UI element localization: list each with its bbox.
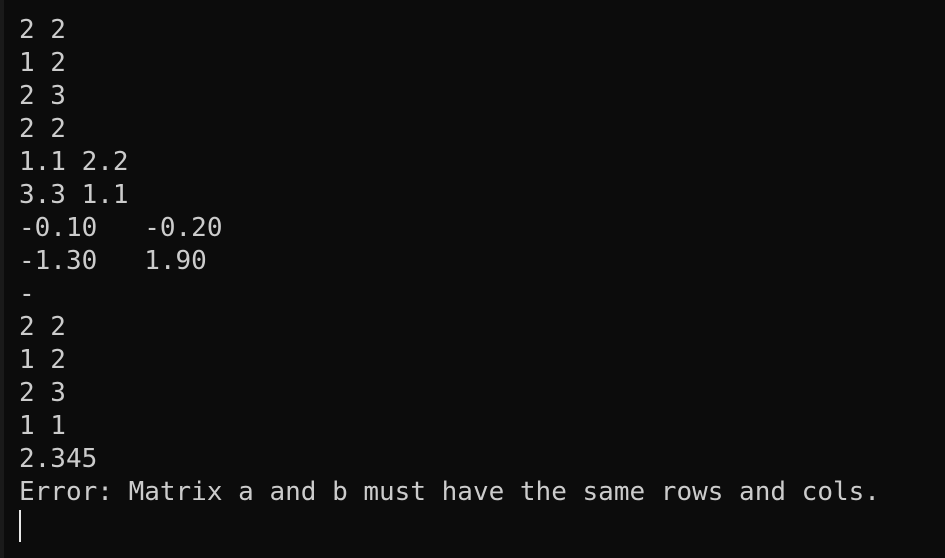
output-line: 2.345	[19, 444, 98, 474]
output-line: 2 3	[19, 378, 66, 408]
window-edge	[0, 0, 4, 558]
output-line: -	[19, 279, 35, 309]
output-line: 2 2	[19, 15, 66, 45]
terminal-output	[19, 14, 945, 542]
output-line: 1 1	[19, 411, 66, 441]
output-line: -0.10 -0.20	[19, 213, 223, 243]
input-line[interactable]	[19, 509, 945, 542]
output-line: 3.3 1.1	[19, 180, 129, 210]
output-line: 2 2	[19, 114, 66, 144]
output-line: 1 2	[19, 48, 66, 78]
text-cursor	[19, 510, 21, 542]
output-line: -1.30 1.90	[19, 246, 207, 276]
output-line: 1.1 2.2	[19, 147, 129, 177]
error-message: Error: Matrix a and b must have the same rows and cols.	[19, 477, 880, 507]
output-line: 2 3	[19, 81, 66, 111]
output-line: 2 2	[19, 312, 66, 342]
output-line: 1 2	[19, 345, 66, 375]
